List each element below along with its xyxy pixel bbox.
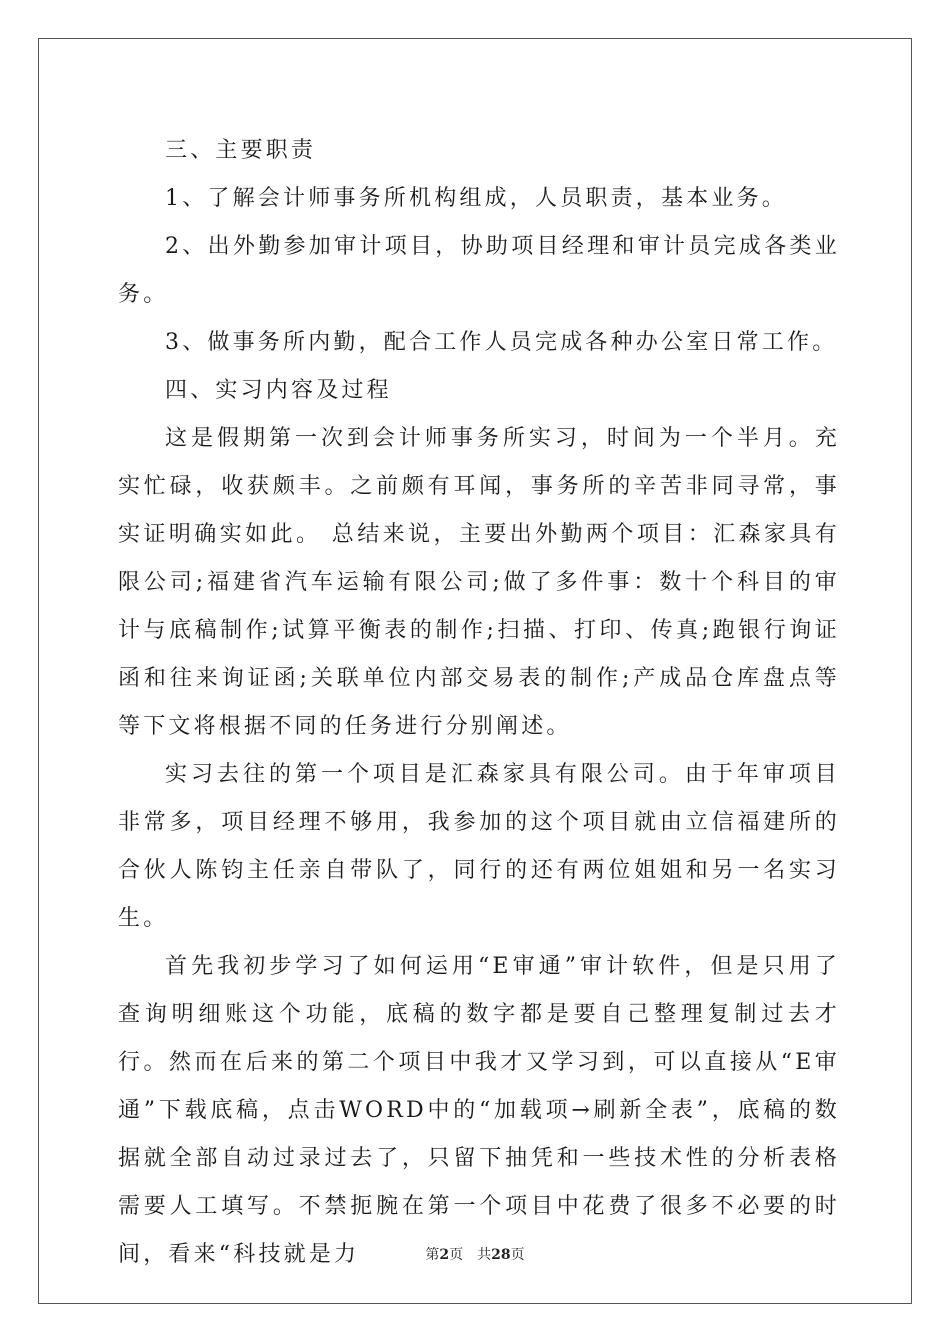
current-page-number: 2	[439, 1247, 450, 1263]
body-paragraph-software: 首先我初步学习了如何运用“E审通”审计软件，但是只用了查询明细账这个功能，底稿的数字都是要自己整理复制过去才行。然而在后来的第二个项目中我才又学习到，可以直接从“E审通”下载底稿，点击WORD中的“加载项→刷新全表”，底稿的数据就全部自动过录过去了，只留下抽凭和一些技术性的分析表格需要人工填写。不禁扼腕在第一个项目中花费了很多不必要的时间，看来“科技就是力	[118, 954, 840, 1267]
duty-item-3: 3、做事务所内勤，配合工作人员完成各种办公室日常工作。	[165, 330, 838, 355]
duty-item-1: 1、了解会计师事务所机构组成，人员职责，基本业务。	[165, 186, 787, 211]
page-footer	[0, 1244, 950, 1264]
total-page-count: 28	[491, 1247, 511, 1263]
section-heading-duties: 三、主要职责	[165, 138, 317, 163]
body-paragraph-first-project: 实习去往的第一个项目是汇森家具有限公司。由于年审项目非常多，项目经理不够用，我参加的这个项目就由立信福建所的合伙人陈钧主任亲自带队了，同行的还有两位姐姐和另一名实习生。	[118, 762, 840, 931]
footer-prefix: 第	[425, 1247, 440, 1263]
document-body	[118, 127, 840, 1279]
footer-page-word: 页	[449, 1247, 464, 1263]
section-heading-internship: 四、实习内容及过程	[165, 378, 392, 403]
footer-suffix: 页	[510, 1247, 525, 1263]
body-paragraph-overview: 这是假期第一次到会计师事务所实习，时间为一个半月。充实忙碌，收获颇丰。之前颇有耳闻，事务所的辛苦非同寻常，事实证明确实如此。 总结来说，主要出外勤两个项目：汇森家具有限公司;福建省汽车运输有限公司;做了多件事：数十个科目的审计与底稿制作;试算平衡表的制作;扫描、打印、传真;跑银行询证函和往来询证函;关联单位内部交易表的制作;产成品仓库盘点等等下文将根据不同的任务进行分别阐述。	[118, 426, 840, 739]
duty-item-2: 2、出外勤参加审计项目，协助项目经理和审计员完成各类业务。	[118, 234, 840, 307]
footer-total-prefix: 共	[477, 1247, 492, 1263]
